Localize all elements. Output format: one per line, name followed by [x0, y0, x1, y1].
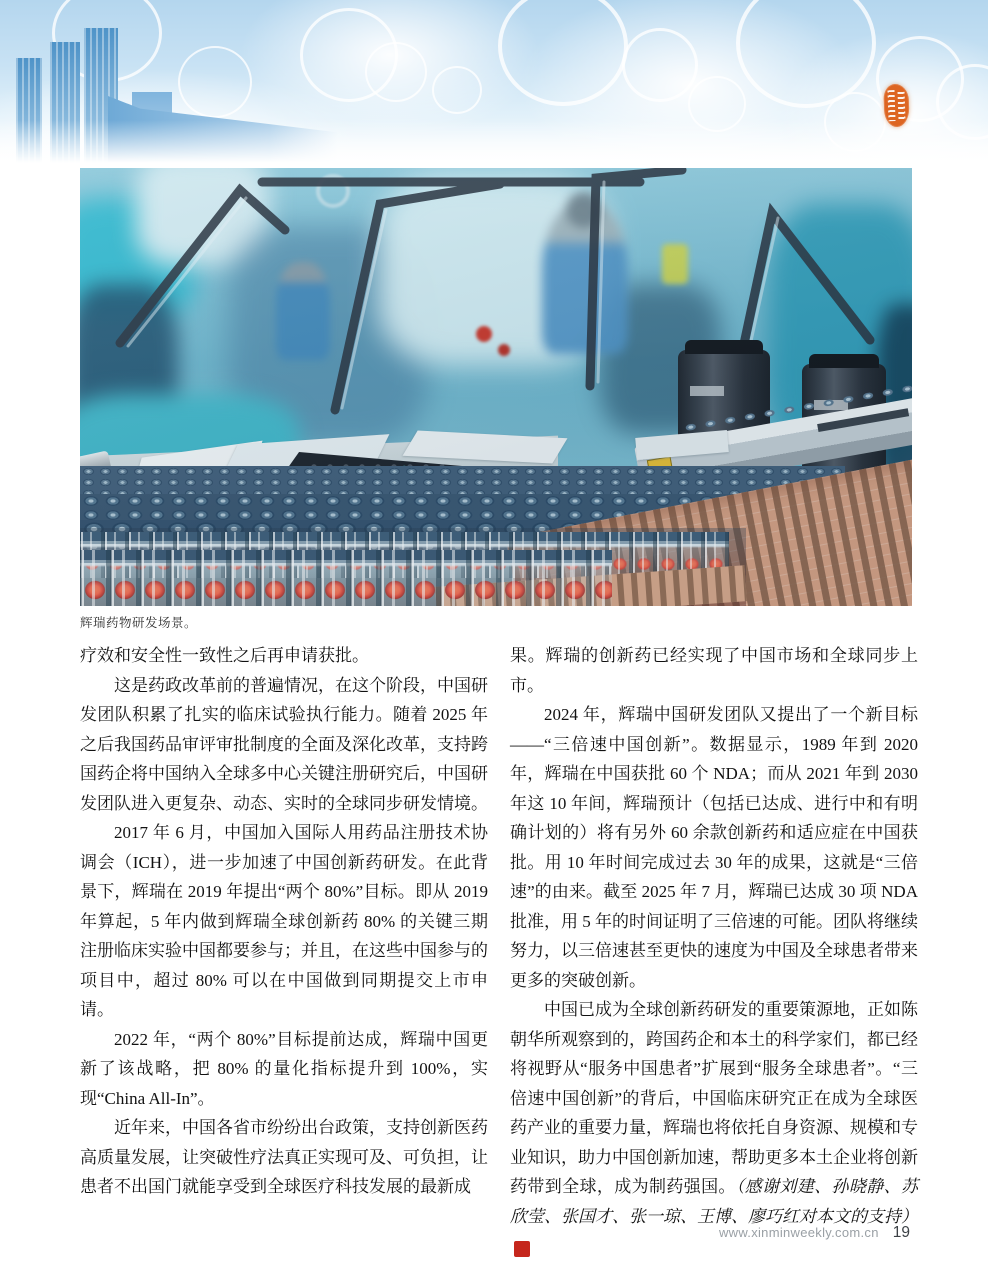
article-paragraph: 2022 年，“两个 80%”目标提前达成，辉瑞中国更新了该战略，把 80% 的量化指标提升到 100%，实现“China All-In”。 — [80, 1029, 488, 1108]
cloud-swirl — [178, 46, 252, 118]
article-paragraph: 2024 年，辉瑞中国研发团队又提出了一个新目标——“三倍速中国创新”。数据显示，1989 年到 2020 年，辉瑞在中国获批 60 个 NDA；而从 2021 年到 2030 年这 10 年间，辉瑞预计（包括已达成、进行中和有明确计划的）将有另外 60 余款创新药和适应症在中国获批。用 10 年时间完成过去 30 年的成果，这就是“三倍速”的由来。截至 2025 年 7 月，辉瑞已达成 30 项 NDA 批准，用 5 年的时间证明了三倍速的可能。团队将继续努力，以三倍速甚至更快的速度为中国及全球患者带来更多的突破创新。 — [510, 705, 918, 990]
acknowledgement-text: （感谢刘建、孙晓静、苏欣莹、张国才、张一琼、王博、廖巧红对本文的支持） — [510, 1177, 919, 1226]
magazine-url: www.xinminweekly.com.cn — [718, 1225, 879, 1240]
article-paragraph — [510, 995, 918, 1261]
skyline-tower — [132, 92, 172, 166]
article-paragraph: 疗效和安全性一致性之后再申请获批。 — [80, 646, 369, 665]
right-column — [510, 641, 918, 1261]
page-number: 19 — [892, 1224, 910, 1241]
masthead-decoration — [0, 0, 988, 172]
skyline-tower — [50, 42, 80, 166]
article-paragraph: 近年来，中国各省市纷纷出台政策，支持创新医药高质量发展，让突破性疗法真正实现可及、可负担，让患者不出国门就能享受到全球医疗科技发展的最新成 — [80, 1118, 488, 1196]
article-body — [80, 641, 918, 1261]
page-footer — [719, 1224, 910, 1242]
cloud-swirl — [824, 92, 886, 152]
cloud-swirl — [688, 76, 746, 132]
photo-caption: 辉瑞药物研发场景。 — [80, 616, 198, 630]
left-column — [80, 641, 488, 1261]
skyline-tower — [84, 28, 118, 166]
cloud-swirl — [365, 42, 427, 102]
article-paragraph: 这是药政改革前的普遍情况，在这个阶段，中国研发团队积累了扎实的临床试验执行能力。随着 2025 年之后我国药品审评审批制度的全面及深化改革，支持跨国药企将中国纳入全球多中心关键注册研究后，中国研发团队进入更复杂、动态、实时的全球同步研发情境。 — [80, 675, 488, 813]
end-mark-icon: 民 — [514, 1241, 530, 1257]
cloud-swirl — [432, 66, 482, 114]
cloud-swirl — [622, 28, 698, 102]
article-photo — [80, 168, 912, 606]
paragraph-text: 中国已成为全球创新药研发的重要策源地，正如陈朝华所观察到的，跨国药企和本土的科学家们，都已经将视野从“服务中国患者”扩展到“服务全球患者”。“三倍速中国创新”的背后，中国临床研究正在成为全球医药产业的重要力量，辉瑞也将依托自身资源、规模和专业知识，助力中国创新加速，帮助更多本土企业将创新药带到全球，成为制药强国。 — [510, 1000, 918, 1196]
article-paragraph: 2017 年 6 月，中国加入国际人用药品注册技术协调会（ICH），进一步加速了中国创新药研发。在此背景下，辉瑞在 2019 年提出“两个 80%”目标。即从 2019 年算起，5 年内做到辉瑞全球创新药 80% 的关键三期注册临床实验中国都要参与；并且，在这些中国参与的项目中，超过 80% 可以在中国做到同期提交上市申请。 — [80, 823, 488, 1019]
skyline-tower — [16, 58, 42, 166]
photo-tint-overlay — [80, 168, 912, 606]
red-seal-stamp-icon — [883, 84, 909, 128]
article-paragraph: 果。辉瑞的创新药已经实现了中国市场和全球同步上市。 — [510, 646, 918, 695]
